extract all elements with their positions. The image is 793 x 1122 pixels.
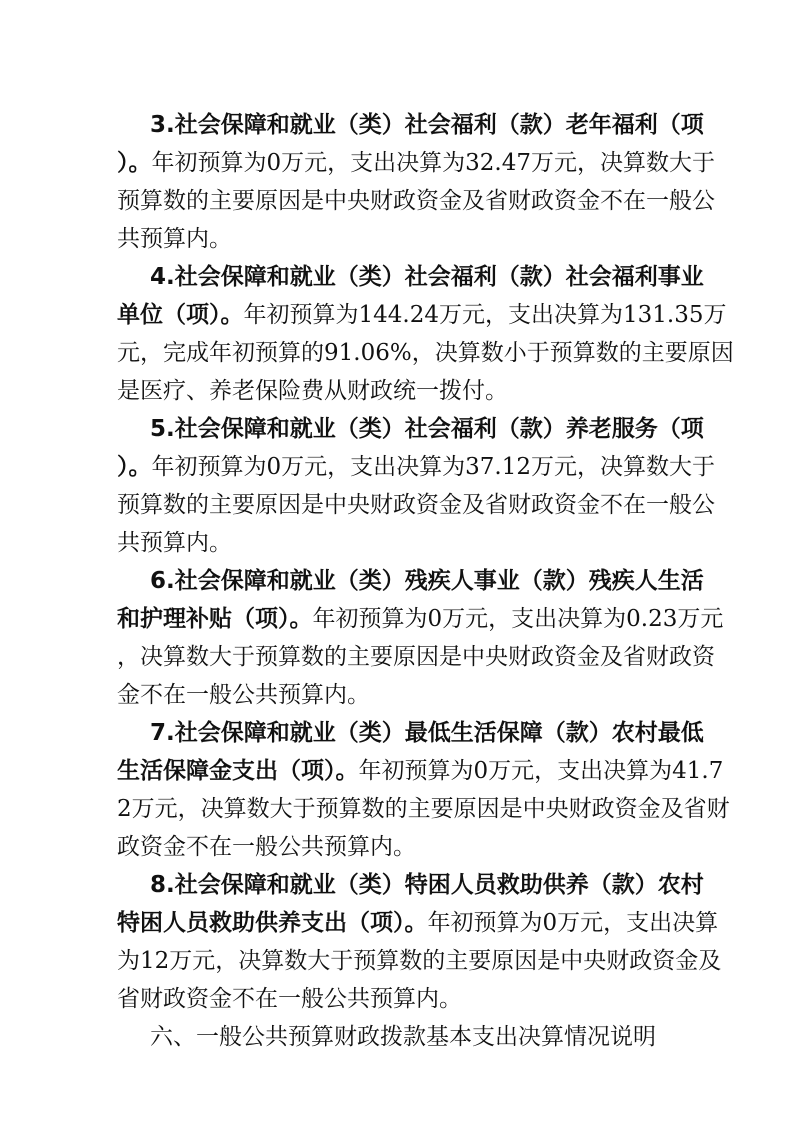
item-3-title: 3.社会保障和就业（类）社会福利（款）老年福利（项: [150, 112, 704, 138]
item-4-line-2: 单位（项）。年初预算为144.24万元，支出决算为131.35万: [117, 302, 727, 328]
item-7-line-3: 2万元，决算数大于预算数的主要原因是中央财政资金及省财: [117, 796, 730, 822]
item-5-title: 5.社会保障和就业（类）社会福利（款）养老服务（项: [150, 416, 704, 442]
item-6-line-4: 金不在一般公共预算内。: [117, 682, 370, 708]
item-3-line-1: [150, 105, 704, 145]
item-5-line-3: 预算数的主要原因是中央财政资金及省财政资金不在一般公: [117, 492, 715, 518]
item-6-title: 6.社会保障和就业（类）残疾人事业（款）残疾人生活: [150, 568, 704, 594]
item-6-line-2: 和护理补贴（项）。年初预算为0万元，支出决算为0.23万元: [117, 606, 724, 632]
item-8-title: 8.社会保障和就业（类）特困人员救助供养（款）农村: [150, 872, 704, 898]
item-8-line-3: 为12万元，决算数大于预算数的主要原因是中央财政资金及: [117, 948, 722, 974]
section-heading: 六、一般公共预算财政拨款基本支出决算情况说明: [150, 1024, 656, 1050]
item-5-line-4: 共预算内。: [117, 530, 232, 556]
item-5-line-2: ）。年初预算为0万元，支出决算为37.12万元，决算数大于: [117, 454, 715, 480]
item-8-line-1: [150, 865, 704, 905]
item-7-line-2: 生活保障金支出（项）。年初预算为0万元，支出决算为41.7: [117, 758, 724, 784]
item-4-line-3: 元，完成年初预算的91.06%，决算数小于预算数的主要原因: [117, 340, 734, 366]
item-4-line-1: [150, 257, 704, 297]
item-8-line-2: 特困人员救助供养支出（项）。年初预算为0万元，支出决算: [117, 910, 719, 936]
item-4-title: 4.社会保障和就业（类）社会福利（款）社会福利事业: [150, 264, 704, 290]
item-6-line-3: ，决算数大于预算数的主要原因是中央财政资金及省财政资: [117, 644, 715, 670]
item-7-line-4: 政资金不在一般公共预算内。: [117, 834, 416, 860]
item-5-line-1: [150, 409, 704, 449]
item-7-title: 7.社会保障和就业（类）最低生活保障（款）农村最低: [150, 720, 704, 746]
item-3-line-4: 共预算内。: [117, 226, 232, 252]
item-8-line-4: 省财政资金不在一般公共预算内。: [117, 986, 462, 1012]
item-4-line-4: 是医疗、养老保险费从财政统一拨付。: [117, 378, 508, 404]
item-6-line-1: [150, 561, 704, 601]
item-3-line-3: 预算数的主要原因是中央财政资金及省财政资金不在一般公: [117, 188, 715, 214]
item-3-line-2: ）。年初预算为0万元，支出决算为32.47万元，决算数大于: [117, 150, 715, 176]
item-7-line-1: [150, 713, 704, 753]
